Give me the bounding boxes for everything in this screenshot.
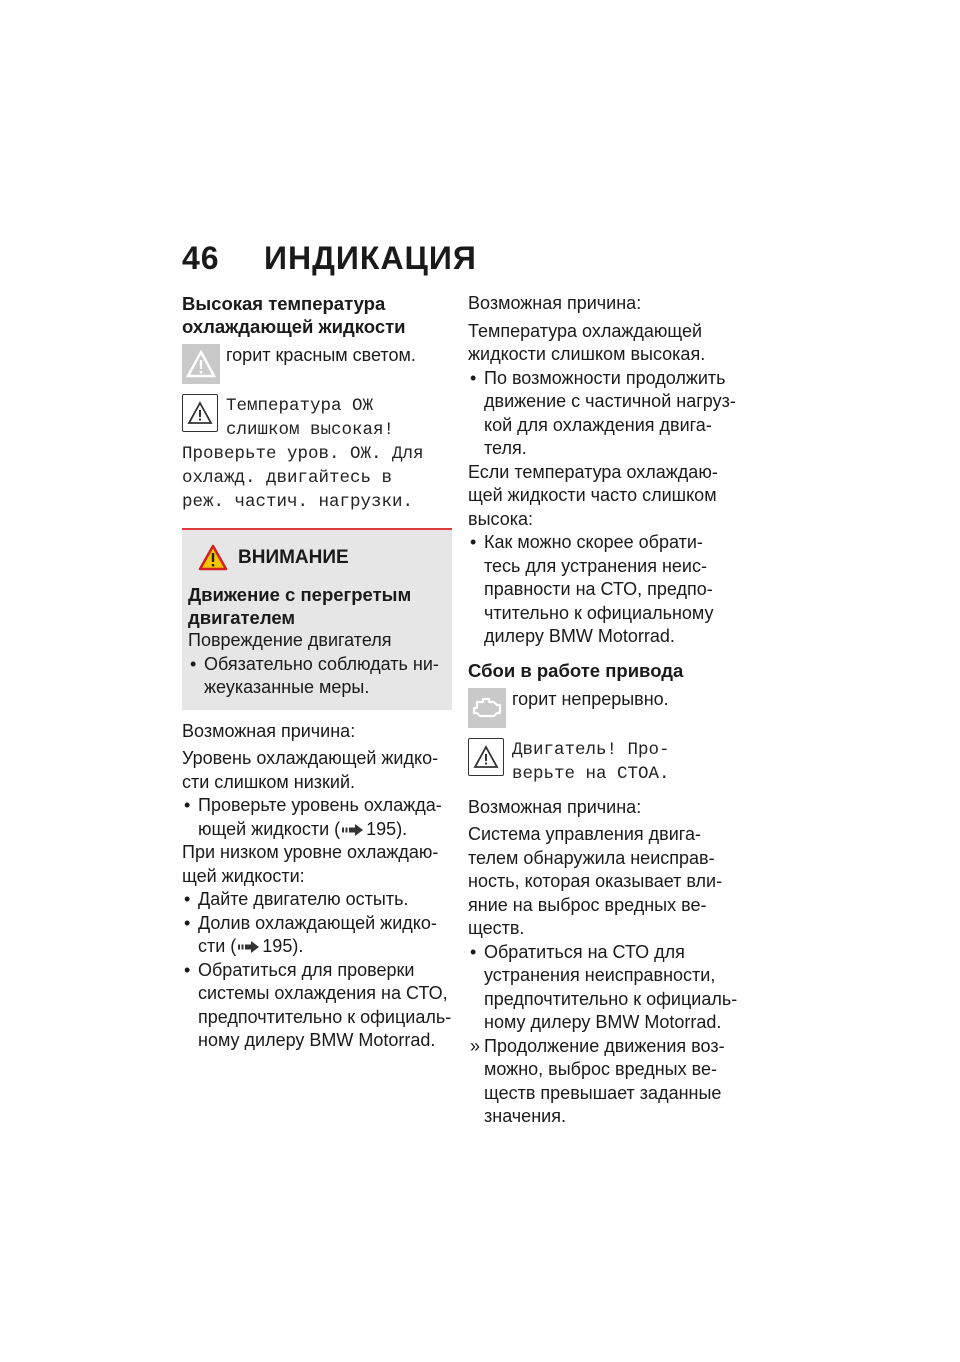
list-item: • Как можно скорее обрати- тесь для устранения неис- правности на СТО, предпо- чтительно к официальному дилеру BMW Motorrad. — [470, 532, 714, 646]
list-item: • По возможности продолжить движение с частичной нагруз- кой для охлаждения двига- теля. — [470, 367, 736, 458]
right-column — [468, 292, 738, 1129]
display-message: Температура ОЖ слишком высокая! Проверьте уров. ОЖ. Для охлажд. двигайтесь в реж. частич. нагрузки. — [182, 396, 424, 512]
reference-arrow-icon — [342, 824, 364, 836]
warning-bullet: • Обязательно соблюдать ни- жеуказанные меры. — [190, 653, 439, 697]
list-item: • Обратиться для проверки системы охлаждения на СТО, предпочтительно к официаль- ному дилеру BMW Motorrad. — [184, 959, 452, 1050]
frequent-overheat-text: Если температура охлаждаю- щей жидкости часто слишком высока: — [468, 461, 718, 529]
warning-box — [182, 530, 452, 710]
cause-label: Возможная причина: — [468, 796, 642, 817]
page-header — [182, 240, 477, 277]
indicator-row — [182, 344, 452, 384]
warning-consequence: Повреждение двигателя — [188, 630, 392, 650]
indicator-row — [468, 688, 738, 728]
engine-lamp-icon — [468, 688, 506, 728]
warning-triangle-icon — [182, 394, 218, 432]
list-item: • Дайте двигателю остыть. — [184, 889, 409, 909]
result-item: » Продолжение движения воз- можно, выброс вредных ве- ществ превышает заданные значения. — [470, 1035, 725, 1126]
reference-arrow-icon — [238, 941, 260, 953]
page-number: 46 — [182, 240, 220, 276]
list-item: • Долив охлаждающей жидко- сти ( 195). — [184, 912, 437, 956]
list-item: • Проверьте уровень охлажда- ющей жидкости ( 195). — [184, 795, 442, 839]
page-title: ИНДИКАЦИЯ — [264, 240, 477, 276]
warning-triangle-icon — [468, 738, 504, 776]
warning-heading: Движение с перегретым двигателем — [188, 584, 412, 628]
cause-text: Температура охлаждающей жидкости слишком высокая. — [468, 320, 706, 364]
lamp-description: горит красным светом. — [226, 345, 416, 365]
cause-text: Уровень охлаждающей жидко- сти слишком низкий. — [182, 748, 439, 792]
cause-label: Возможная причина: — [468, 293, 642, 313]
caution-icon — [198, 544, 228, 571]
section-heading-drivetrain: Сбои в работе привода — [468, 659, 684, 681]
display-message: Двигатель! Про- верьте на СТОА. — [468, 738, 738, 786]
cause-label: Возможная причина: — [182, 720, 356, 741]
lamp-description: горит непрерывно. — [512, 688, 669, 709]
section-heading-coolant: Высокая температура охлаждающей жидкости — [182, 293, 406, 337]
warning-lamp-icon — [182, 344, 220, 384]
warning-label: ВНИМАНИЕ — [238, 546, 349, 568]
low-level-text: При низком уровне охлаждаю- щей жидкости: — [182, 842, 439, 886]
left-column — [182, 292, 452, 1053]
list-item: • Обратиться на СТО для устранения неисправности, предпочтительно к официаль- ному дилеру BMW Motorrad. — [470, 941, 738, 1032]
cause-text: Система управления двига- телем обнаружила неисправ- ность, которая оказывает вли- яние на выброс вредных ве- ществ. — [468, 824, 723, 938]
